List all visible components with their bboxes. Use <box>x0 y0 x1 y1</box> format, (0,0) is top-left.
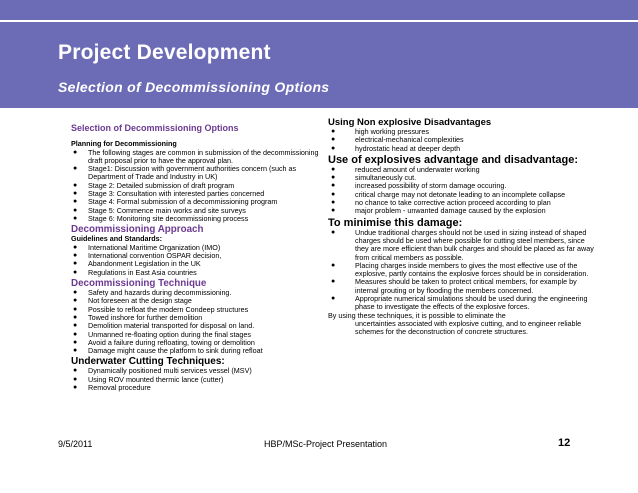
right-column <box>328 116 596 337</box>
list-item-text: Dynamically positioned multi services vessel (MSV) <box>88 366 252 376</box>
list-item <box>71 164 336 182</box>
bullet-icon: ● <box>73 165 78 173</box>
bullet-icon: ● <box>73 190 78 198</box>
bullet-icon: ● <box>73 181 78 189</box>
bullet-icon: ● <box>331 190 336 198</box>
list-item-text: Stage 4: Formal submission of a decommissioning program <box>88 197 278 207</box>
closing-line: By using these techniques, it is possible to eliminate the <box>328 310 506 320</box>
list-item-text: Using ROV mounted thermic lance (cutter) <box>88 374 224 384</box>
bullet-icon: ● <box>331 199 336 207</box>
list-item-text: reduced amount of underwater working <box>355 164 480 174</box>
list-item-text: Damage might cause the platform to sink during refloat <box>88 346 263 356</box>
bullet-icon: ● <box>73 198 78 206</box>
bullet-icon: ● <box>73 330 78 338</box>
slide-subtitle: Selection of Decommissioning Options <box>58 79 330 95</box>
list-item-text: Stage 5: Commence main works and site surveys <box>88 205 246 215</box>
technique-list <box>71 288 336 356</box>
planning-heading: Planning for Decommissioning <box>71 139 177 148</box>
minimise-heading: To minimise this damage: <box>328 216 463 229</box>
list-item-text: Stage 2: Detailed submission of draft program <box>88 180 235 190</box>
list-item-text: hydrostatic head at deeper depth <box>355 143 461 153</box>
bullet-icon: ● <box>73 260 78 268</box>
bullet-icon: ● <box>73 148 78 156</box>
list-item-text: Stage1: Discussion with government authorities concern (such as Department of Trade and Industry in UK) <box>88 164 297 182</box>
list-item-text: Possible to refloat the modern Condeep structures <box>88 304 249 314</box>
bullet-icon: ● <box>331 207 336 215</box>
list-item-text: Towed inshore for further demolition <box>88 312 203 322</box>
list-item-text: no chance to take corrective action proceed according to plan <box>355 198 551 208</box>
list-item <box>71 347 333 355</box>
footer-title: HBP/MSc-Project Presentation <box>264 439 388 449</box>
guidelines-heading: Guidelines and Standards: <box>71 234 163 244</box>
list-item <box>328 145 596 153</box>
list-item-text: International Maritime Organization (IMO) <box>88 242 221 252</box>
bullet-icon: ● <box>331 228 336 236</box>
list-item <box>71 384 333 392</box>
bullet-icon: ● <box>73 384 78 392</box>
title-banner <box>0 0 638 108</box>
list-item-text: high working pressures <box>355 127 429 136</box>
bullet-icon: ● <box>73 305 78 313</box>
underwater-heading: Underwater Cutting Techniques: <box>71 356 225 368</box>
list-item-text: Stage 3: Consultation with interested parties concerned <box>88 189 265 199</box>
technique-heading: Decommissioning Technique <box>71 278 207 290</box>
list-item-text: simultaneously cut. <box>355 173 417 183</box>
guidelines-list <box>71 242 336 277</box>
bullet-icon: ● <box>73 338 78 346</box>
banner-rule <box>0 20 638 22</box>
list-item <box>328 229 596 262</box>
bullet-icon: ● <box>73 243 78 251</box>
list-item <box>71 215 333 223</box>
left-column <box>71 123 336 393</box>
underwater-list <box>71 367 333 392</box>
bullet-icon: ● <box>331 261 336 269</box>
nonexplosive-list <box>328 128 596 153</box>
list-item-text: Avoid a failure during refloating, towing or demolition <box>88 337 255 347</box>
explosive-list <box>328 166 596 216</box>
section-title-selection: Selection of Decommissioning Options <box>71 123 239 133</box>
list-item-text: Not foreseen at the design stage <box>88 296 192 306</box>
bullet-icon: ● <box>331 182 336 190</box>
bullet-icon: ● <box>331 278 336 286</box>
bullet-icon: ● <box>73 375 78 383</box>
list-item-text: Regulations in East Asia countries <box>88 267 197 277</box>
list-item-text: Appropriate numerical simulations should be used during the engineering phase to investigate the effects of the explosive forces. <box>355 294 588 312</box>
list-item-text: Stage 6: Monitoring site decommissioning process <box>88 213 249 223</box>
bullet-icon: ● <box>331 174 336 182</box>
bullet-icon: ● <box>73 297 78 305</box>
bullet-icon: ● <box>331 165 336 173</box>
bullet-icon: ● <box>73 313 78 321</box>
list-item-text: increased possibility of storm damage occuring. <box>355 181 507 191</box>
list-item-text: Unmanned re-floating option during the final stages <box>88 329 252 339</box>
bullet-icon: ● <box>331 144 336 152</box>
bullet-icon: ● <box>331 295 336 303</box>
list-item-text: The following stages are common in submission of the decommissioning draft proposal prior to have the approval plan. <box>88 147 319 165</box>
list-item-text: International convention OSPAR decision, <box>88 251 222 261</box>
slide-title: Project Development <box>58 41 271 64</box>
list-item-text: Placing charges inside members to gives the most effective use of the explosive, partly contains the explosive forces should be in consideration. <box>355 260 589 279</box>
list-item <box>328 262 596 279</box>
bullet-icon: ● <box>73 347 78 355</box>
bullet-icon: ● <box>331 128 336 135</box>
list-item-text: electrical-mechanical complexities <box>355 135 464 145</box>
list-item-text: Measures should be taken to protect critical members, for example by internal grouting or by flooding the members concerned. <box>355 277 577 295</box>
bullet-icon: ● <box>331 136 336 144</box>
bullet-icon: ● <box>73 214 78 222</box>
list-item <box>328 278 596 295</box>
list-item-text: Demolition material transported for disposal on land. <box>88 321 255 331</box>
page-number: 12 <box>558 437 571 449</box>
explosive-heading: Use of explosives advantage and disadvantage: <box>328 153 579 166</box>
minimise-list <box>328 229 596 312</box>
bullet-icon: ● <box>73 289 78 297</box>
list-item-text: Removal procedure <box>88 383 151 393</box>
bullet-icon: ● <box>73 367 78 375</box>
nonexplosive-heading: Using Non explosive Disadvantages <box>328 117 492 128</box>
bullet-icon: ● <box>73 252 78 260</box>
footer-date: 9/5/2011 <box>58 439 93 449</box>
list-item <box>328 207 596 215</box>
list-item-text: major problem - unwanted damage caused by the explosion <box>355 206 546 216</box>
bullet-icon: ● <box>73 206 78 214</box>
list-item-text: Safety and hazards during decommissioning. <box>88 288 232 298</box>
list-item-text: Abandonment Legislation in the UK <box>88 259 201 269</box>
closing-rest: uncertainties associated with explosive cutting, and to engineer reliable schemes for the deconstruction of concrete structures. <box>355 318 582 337</box>
list-item <box>71 149 333 166</box>
list-item <box>71 269 333 277</box>
list-item-text: Undue traditional charges should not be used in sizing instead of shaped charges should be used where possible for cutting steel members, since they are more efficient than bulk charges and should be placed as far away from critical members as possible. <box>355 227 594 262</box>
list-item <box>328 295 596 312</box>
bullet-icon: ● <box>73 268 78 276</box>
planning-list <box>71 147 336 224</box>
approach-heading: Decommissioning Approach <box>71 224 204 236</box>
bullet-icon: ● <box>73 322 78 330</box>
list-item-text: critical charge may not detonate leading to an incomplete collapse <box>355 189 566 199</box>
